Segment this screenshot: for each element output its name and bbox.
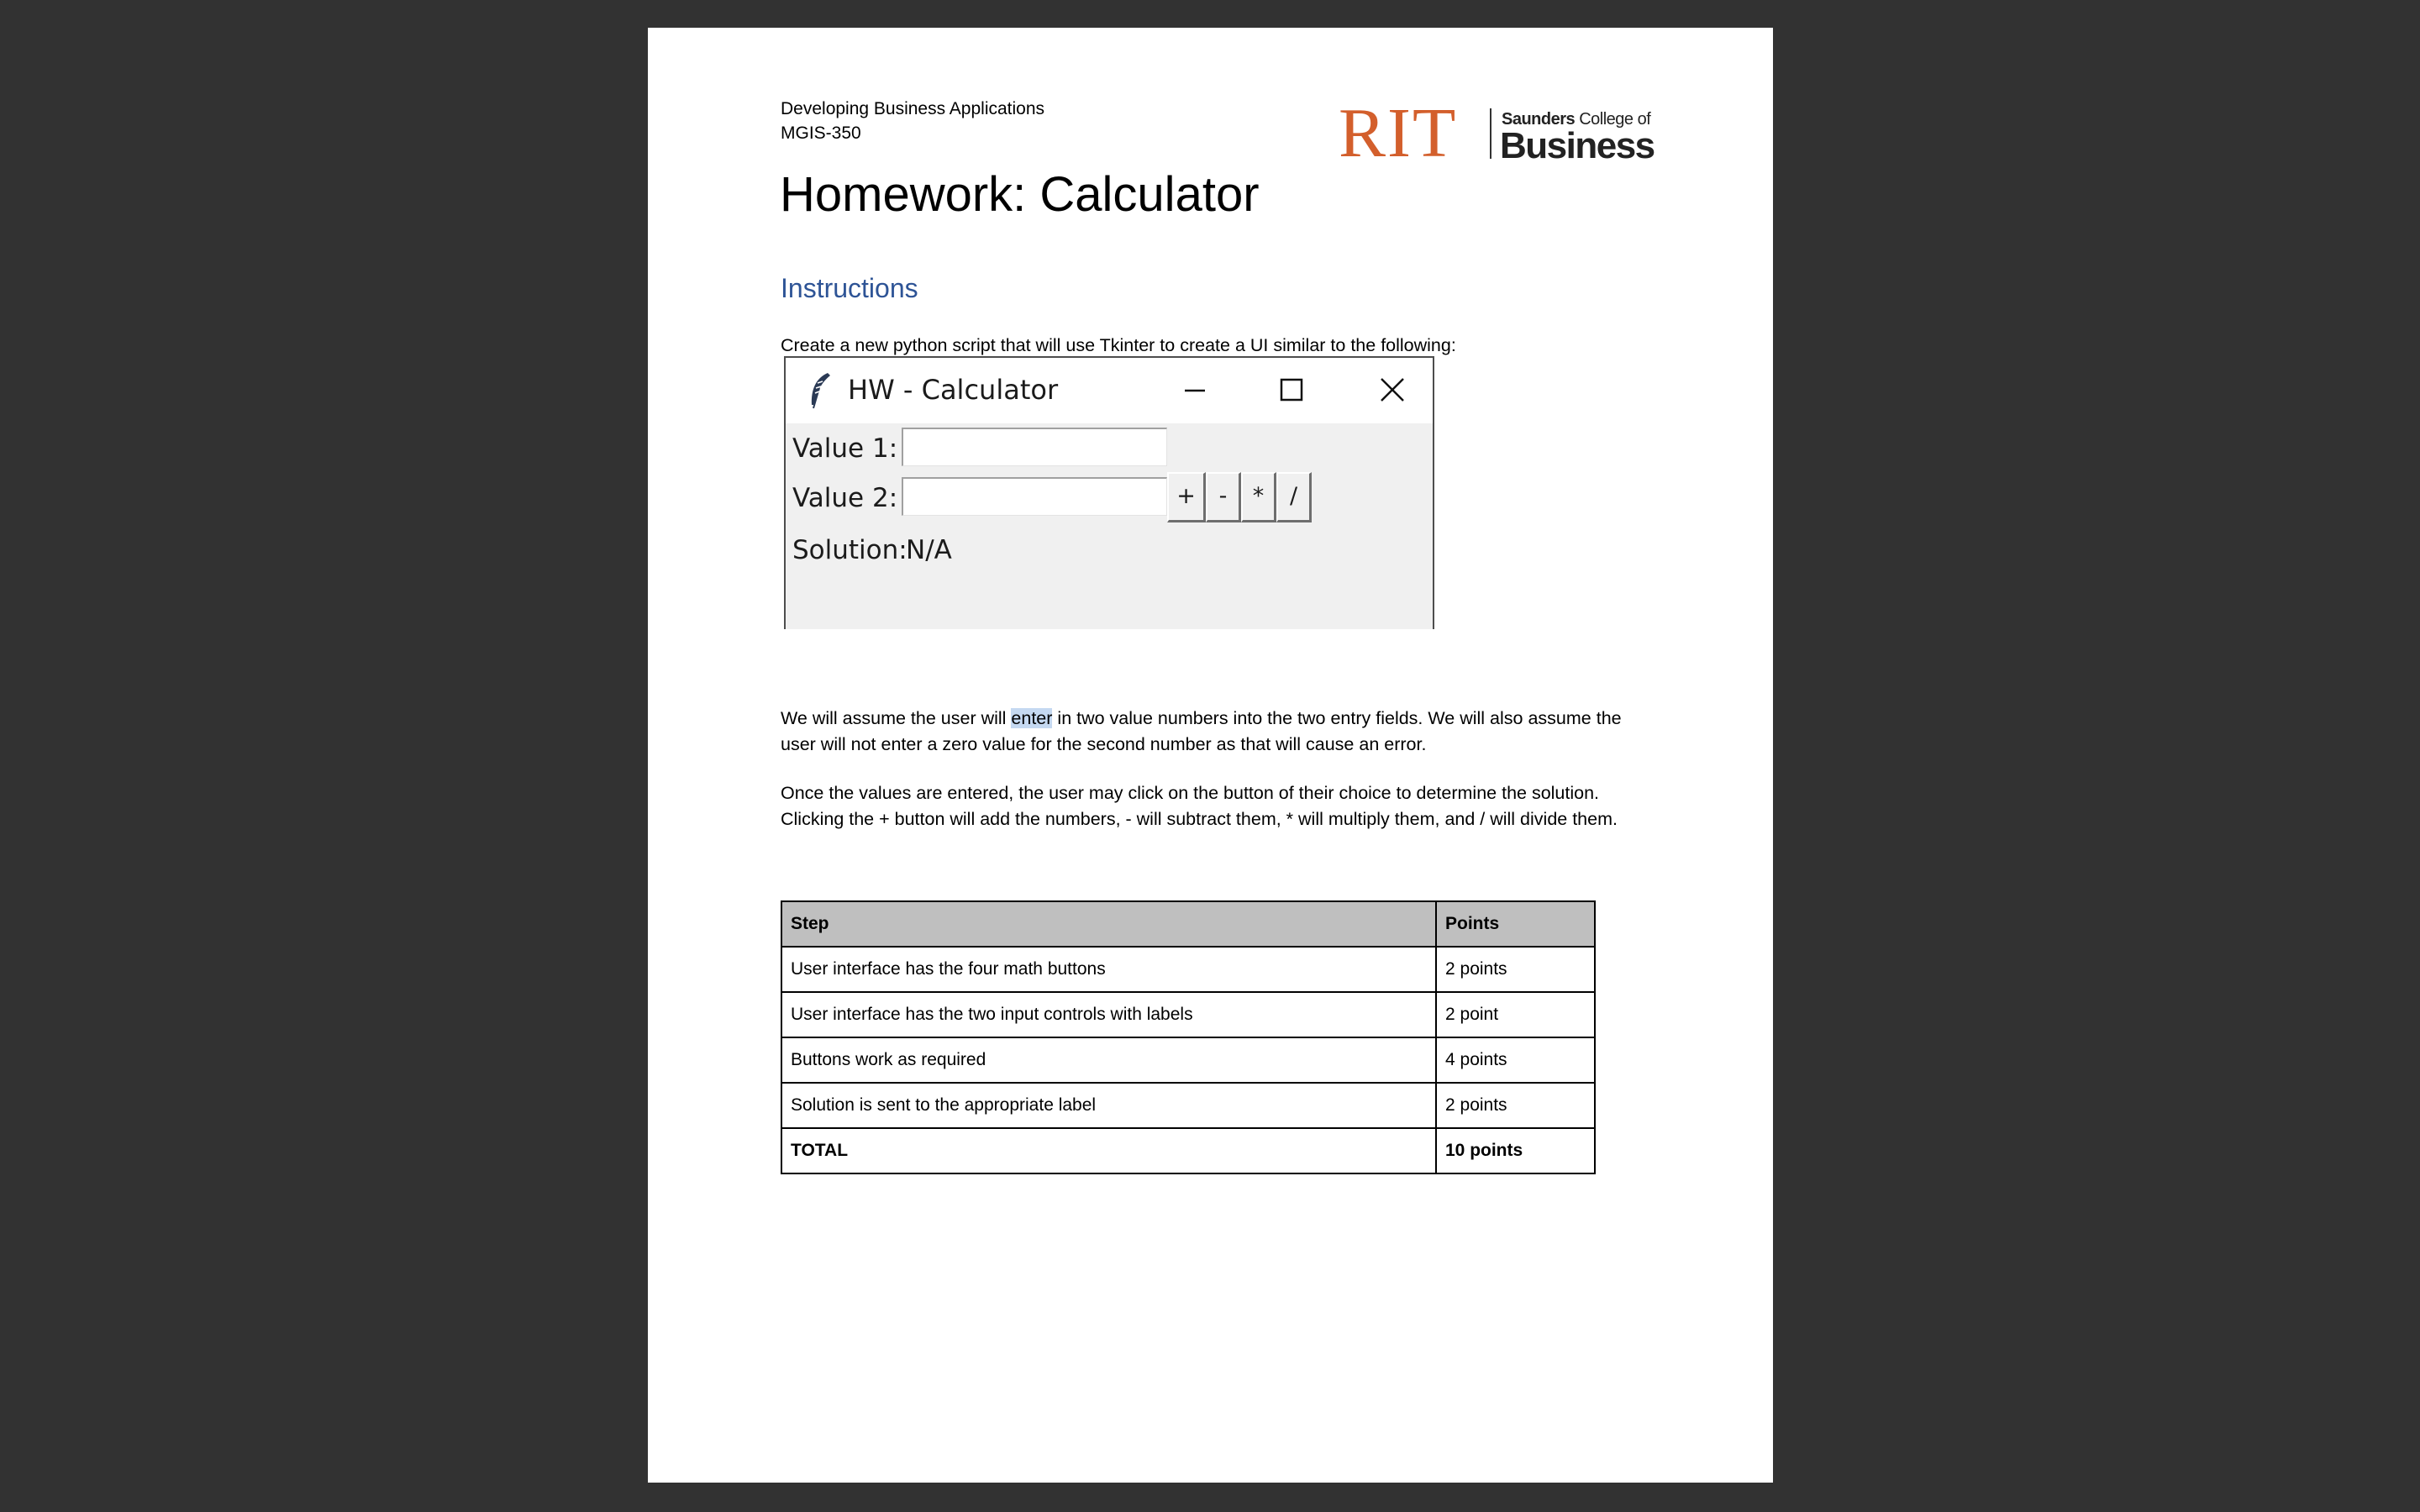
- subtract-button[interactable]: -: [1206, 472, 1241, 522]
- multiply-button[interactable]: *: [1241, 472, 1276, 522]
- divide-button[interactable]: /: [1276, 472, 1312, 522]
- assumptions-paragraph: [781, 706, 1650, 758]
- rit-saunders-logo: [1339, 94, 1655, 172]
- table-row: [781, 1083, 1595, 1128]
- calculator-window-screenshot: [784, 356, 1434, 629]
- close-icon[interactable]: [1376, 373, 1409, 407]
- value1-label: Value 1:: [792, 433, 898, 464]
- assumptions-text-after: in two value numbers into the two entry fields. We will also assume the user will not enter a zero value for the second number as that will cause an error.: [781, 708, 1622, 754]
- value2-label: Value 2:: [792, 483, 898, 513]
- logo-divider: [1490, 108, 1491, 159]
- points-cell: 2 points: [1436, 1083, 1595, 1128]
- grading-rubric-table: [781, 900, 1596, 1174]
- table-row: [781, 947, 1595, 992]
- value1-input[interactable]: [902, 428, 1167, 466]
- page-title: Homework: Calculator: [780, 167, 1260, 222]
- assumptions-text-before: We will assume the user will: [781, 708, 1012, 728]
- solution-label: Solution:: [792, 535, 908, 565]
- intro-paragraph: Create a new python script that will use Tkinter to create a UI similar to the following:: [781, 335, 1456, 355]
- highlighted-word: enter: [1011, 708, 1053, 728]
- total-label: TOTAL: [781, 1128, 1436, 1173]
- logo-business-word: Business: [1500, 125, 1655, 166]
- table-header-row: [781, 901, 1595, 947]
- logo-college-bold: Saunders: [1502, 110, 1576, 129]
- value2-input[interactable]: [902, 477, 1167, 516]
- add-button[interactable]: +: [1167, 472, 1206, 522]
- instructions-heading: Instructions: [781, 273, 918, 303]
- header-points: Points: [1436, 901, 1595, 947]
- step-cell: Buttons work as required: [781, 1037, 1436, 1083]
- table-row: [781, 992, 1595, 1037]
- course-code: MGIS-350: [781, 123, 861, 143]
- window-title: HW - Calculator: [848, 374, 1059, 406]
- course-header: [781, 97, 1044, 145]
- points-cell: 4 points: [1436, 1037, 1595, 1083]
- solution-value: N/A: [906, 535, 952, 565]
- minimize-icon[interactable]: [1178, 373, 1212, 407]
- course-name: Developing Business Applications: [781, 99, 1045, 118]
- points-cell: 2 points: [1436, 947, 1595, 992]
- logo-rit-wordmark: RIT: [1339, 94, 1458, 172]
- feather-icon: [808, 371, 833, 410]
- document-page: [648, 28, 1773, 1483]
- table-row: [781, 1037, 1595, 1083]
- header-step: Step: [781, 901, 1436, 947]
- total-points: 10 points: [1436, 1128, 1595, 1173]
- usage-paragraph: Once the values are entered, the user may click on the button of their choice to determine the solution. Clicking the + button will add the numbers, - will subtract them, * will multiply them, and / will divide them.: [781, 783, 1618, 829]
- step-cell: User interface has the two input controls with labels: [781, 992, 1436, 1037]
- logo-college-rest: College of: [1579, 110, 1651, 129]
- step-cell: Solution is sent to the appropriate label: [781, 1083, 1436, 1128]
- maximize-icon[interactable]: [1275, 373, 1308, 407]
- points-cell: 2 point: [1436, 992, 1595, 1037]
- window-titlebar: [786, 358, 1433, 423]
- table-total-row: [781, 1128, 1595, 1173]
- step-cell: User interface has the four math buttons: [781, 947, 1436, 992]
